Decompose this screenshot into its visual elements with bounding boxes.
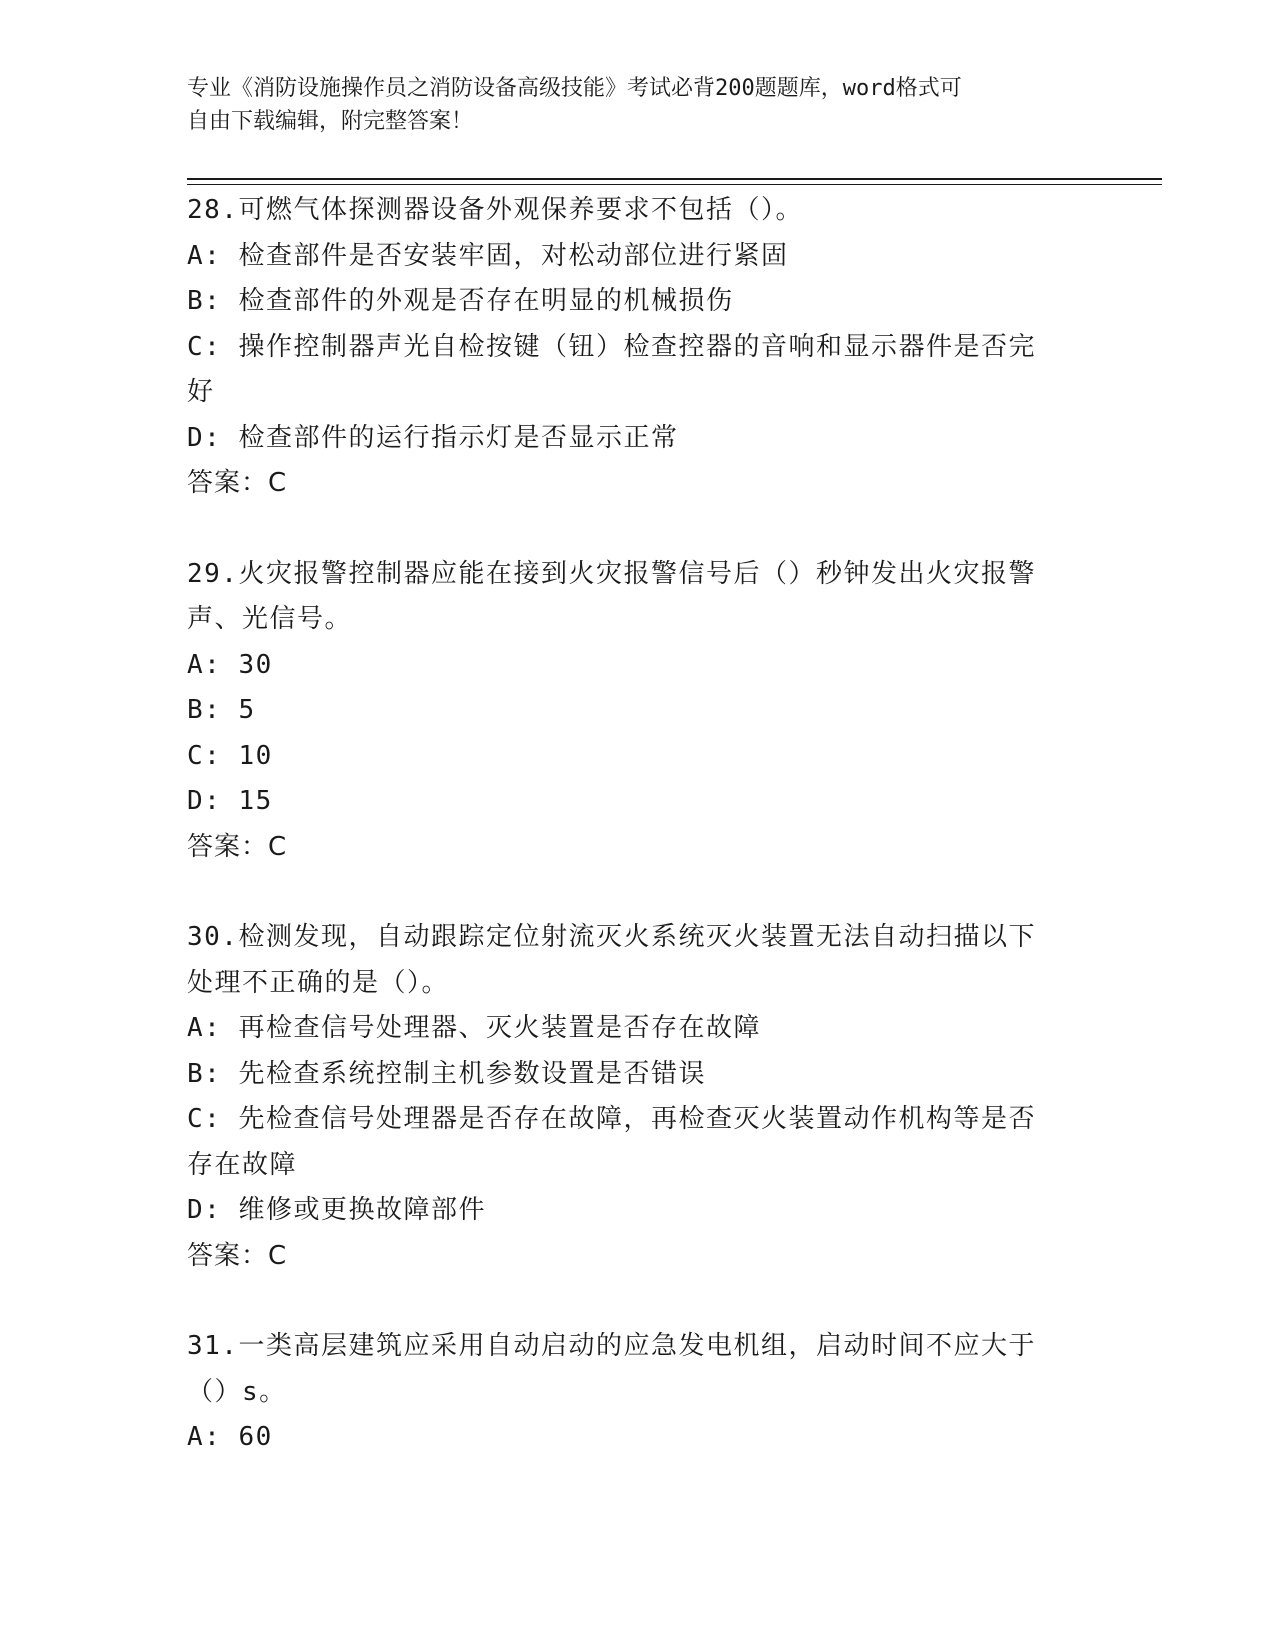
option-line: C: 操作控制器声光自检按键（钮）检查控器的音响和显示器件是否完 [187,331,1036,362]
option-line: C: 先检查信号处理器是否存在故障，再检查灭火装置动作机构等是否 [187,1104,1036,1134]
header-line-1: 专业《消防设施操作员之消防设备高级技能》考试必背200题题库，word格式可 [187,76,962,101]
question-stem-line: （）s。 [187,1376,287,1407]
question-stem-line: 29.火灾报警控制器应能在接到火灾报警信号后（）秒钟发出火灾报警 [187,558,1036,589]
question-stem-line: 31.一类高层建筑应采用自动启动的应急发电机组，启动时间不应大于 [187,1331,1036,1361]
option-line: 好 [187,377,215,407]
answer-line: 答案：C [187,468,288,498]
question-block [187,552,1087,871]
question-block [187,1324,1087,1461]
header-divider-thin [187,184,1162,185]
question-list [187,188,1087,1506]
header-line-2: 自由下载编辑，附完整答案！ [187,109,474,134]
option-line: D: 检查部件的运行指示灯是否显示正常 [187,422,679,453]
option-line: A: 60 [187,1422,273,1452]
option-line: D: 维修或更换故障部件 [187,1195,486,1225]
question-block [187,188,1087,507]
option-line: A: 检查部件是否安装牢固，对松动部位进行紧固 [187,240,789,271]
question-stem-line: 处理不正确的是（）。 [187,967,450,998]
option-line: C: 10 [187,740,273,771]
answer-line: 答案：C [187,1240,288,1271]
option-line: 存在故障 [187,1149,298,1180]
option-line: B: 检查部件的外观是否存在明显的机械损伤 [187,286,734,316]
document-header [187,72,1087,138]
header-divider-thick [187,178,1162,180]
question-stem-line: 声、光信号。 [187,604,353,634]
option-line: D: 15 [187,786,273,816]
answer-line: 答案：C [187,831,288,862]
option-line: A: 再检查信号处理器、灭火装置是否存在故障 [187,1013,761,1043]
question-stem-line: 30.检测发现，自动跟踪定位射流灭火系统灭火装置无法自动扫描以下 [187,922,1036,952]
question-stem-line: 28.可燃气体探测器设备外观保养要求不包括（）。 [187,195,803,225]
question-block [187,915,1087,1279]
option-line: B: 5 [187,695,256,725]
option-line: A: 30 [187,649,273,680]
option-line: B: 先检查系统控制主机参数设置是否错误 [187,1058,706,1089]
